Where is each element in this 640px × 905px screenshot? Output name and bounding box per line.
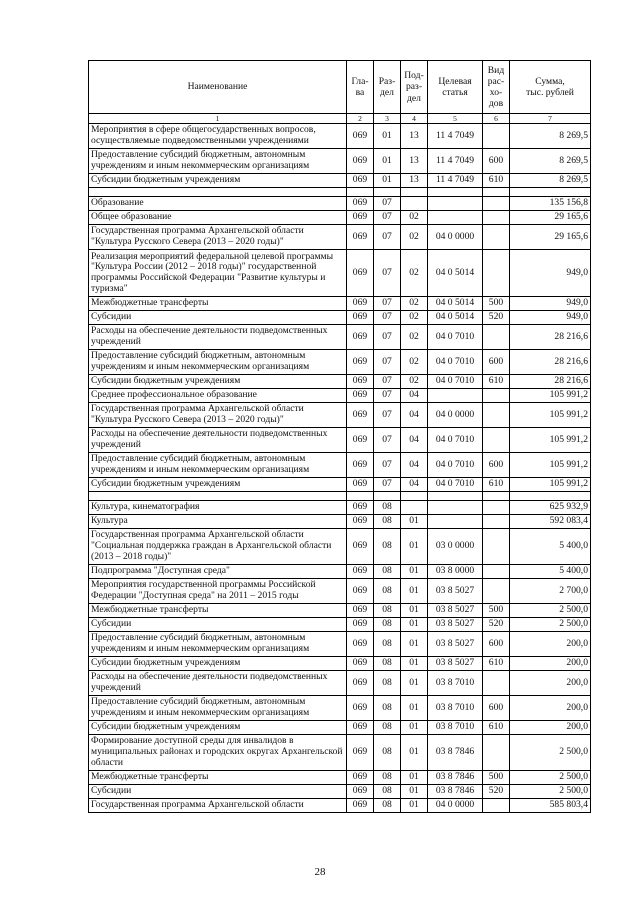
cell-name: Субсидии — [89, 311, 347, 325]
cell-glava: 069 — [347, 478, 374, 492]
table-row — [89, 428, 591, 453]
cell-target-article: 03 8 7846 — [428, 771, 483, 785]
cell-expense-type — [483, 211, 510, 225]
cell-razdel: 08 — [374, 565, 401, 579]
cell-glava: 069 — [347, 453, 374, 478]
cell-podrazdel: 01 — [401, 604, 428, 618]
cell-target-article: 04 0 7010 — [428, 428, 483, 453]
cell-expense-type: 610 — [483, 657, 510, 671]
cell-target-article: 04 0 7010 — [428, 375, 483, 389]
cell-glava: 069 — [347, 403, 374, 428]
cell-expense-type: 500 — [483, 604, 510, 618]
cell-target-article: 04 0 5014 — [428, 311, 483, 325]
cell-podrazdel: 01 — [401, 579, 428, 604]
cell-glava: 069 — [347, 721, 374, 735]
table-row — [89, 529, 591, 565]
table-row — [89, 124, 591, 149]
cell-sum: 28 216,6 — [510, 325, 591, 350]
cell-podrazdel: 01 — [401, 721, 428, 735]
cell-expense-type: 520 — [483, 311, 510, 325]
cell-glava: 069 — [347, 149, 374, 174]
cell-podrazdel: 02 — [401, 225, 428, 250]
cell-target-article — [428, 389, 483, 403]
cell-razdel: 08 — [374, 785, 401, 799]
cell-podrazdel: 01 — [401, 657, 428, 671]
cell-razdel: 07 — [374, 250, 401, 297]
cell-podrazdel: 01 — [401, 785, 428, 799]
cell-glava: 069 — [347, 428, 374, 453]
cell-name: Предоставление субсидий бюджетным, автономным учреждениям и иным некоммерческим организациям — [89, 696, 347, 721]
column-number: 5 — [428, 114, 483, 124]
cell-target-article: 03 8 7010 — [428, 721, 483, 735]
cell-name: Расходы на обеспечение деятельности подведомственных учреждений — [89, 325, 347, 350]
cell-podrazdel: 04 — [401, 453, 428, 478]
cell-glava: 069 — [347, 785, 374, 799]
column-number: 7 — [510, 114, 591, 124]
cell-target-article: 04 0 7010 — [428, 325, 483, 350]
cell-name: Мероприятия государственной программы Российской Федерации "Доступная среда" на 2011 – 2015 годы — [89, 579, 347, 604]
cell-glava: 069 — [347, 618, 374, 632]
cell-razdel: 08 — [374, 529, 401, 565]
empty-cell — [483, 492, 510, 501]
cell-razdel: 07 — [374, 375, 401, 389]
cell-sum: 29 165,6 — [510, 225, 591, 250]
cell-sum: 105 991,2 — [510, 453, 591, 478]
cell-glava: 069 — [347, 250, 374, 297]
table-row — [89, 211, 591, 225]
cell-target-article: 03 8 5027 — [428, 657, 483, 671]
cell-glava: 069 — [347, 604, 374, 618]
cell-podrazdel: 02 — [401, 375, 428, 389]
cell-podrazdel: 04 — [401, 428, 428, 453]
cell-razdel: 07 — [374, 225, 401, 250]
column-numbers-row — [89, 114, 591, 124]
cell-razdel: 08 — [374, 735, 401, 771]
cell-podrazdel: 02 — [401, 350, 428, 375]
cell-glava: 069 — [347, 225, 374, 250]
header-name: Наименование — [89, 61, 347, 114]
table-row — [89, 579, 591, 604]
cell-sum: 105 991,2 — [510, 389, 591, 403]
cell-podrazdel: 13 — [401, 174, 428, 188]
table-row — [89, 375, 591, 389]
cell-name: Субсидии бюджетным учреждениям — [89, 478, 347, 492]
cell-expense-type — [483, 197, 510, 211]
empty-cell — [374, 188, 401, 197]
cell-razdel: 08 — [374, 579, 401, 604]
header-expense-type: Вид рас- хо- дов — [483, 61, 510, 114]
table-row — [89, 453, 591, 478]
cell-podrazdel: 04 — [401, 478, 428, 492]
cell-sum: 8 269,5 — [510, 174, 591, 188]
cell-expense-type — [483, 389, 510, 403]
cell-glava: 069 — [347, 389, 374, 403]
cell-razdel: 08 — [374, 632, 401, 657]
cell-razdel: 08 — [374, 671, 401, 696]
cell-sum: 200,0 — [510, 657, 591, 671]
header-sum: Сумма, тыс. рублей — [510, 61, 591, 114]
cell-target-article: 04 0 0000 — [428, 403, 483, 428]
cell-sum: 200,0 — [510, 721, 591, 735]
cell-sum: 5 400,0 — [510, 565, 591, 579]
header-target-article: Целевая статья — [428, 61, 483, 114]
table-row — [89, 174, 591, 188]
table-row — [89, 515, 591, 529]
table-row — [89, 403, 591, 428]
table-row — [89, 735, 591, 771]
column-number: 2 — [347, 114, 374, 124]
cell-name: Государственная программа Архангельской области "Социальная поддержка граждан в Архангельской области (2013 – 2018 годы)" — [89, 529, 347, 565]
empty-cell — [401, 492, 428, 501]
cell-expense-type — [483, 529, 510, 565]
cell-name: Субсидии бюджетным учреждениям — [89, 375, 347, 389]
cell-sum: 29 165,6 — [510, 211, 591, 225]
cell-razdel: 08 — [374, 799, 401, 813]
cell-sum: 2 500,0 — [510, 618, 591, 632]
cell-name: Образование — [89, 197, 347, 211]
cell-expense-type — [483, 225, 510, 250]
cell-target-article: 11 4 7049 — [428, 124, 483, 149]
cell-target-article: 03 0 0000 — [428, 529, 483, 565]
cell-target-article: 03 8 5027 — [428, 604, 483, 618]
cell-podrazdel: 01 — [401, 632, 428, 657]
cell-glava: 069 — [347, 735, 374, 771]
cell-glava: 069 — [347, 197, 374, 211]
cell-glava: 069 — [347, 174, 374, 188]
cell-glava: 069 — [347, 350, 374, 375]
cell-sum: 592 083,4 — [510, 515, 591, 529]
cell-podrazdel: 02 — [401, 297, 428, 311]
cell-sum: 28 216,6 — [510, 375, 591, 389]
cell-name: Реализация мероприятий федеральной целевой программы "Культура России (2012 – 2018 годы)" государственной программы Российской Федерации "Развитие культуры и туризма" — [89, 250, 347, 297]
cell-podrazdel: 01 — [401, 735, 428, 771]
cell-name: Культура, кинематография — [89, 501, 347, 515]
cell-expense-type: 610 — [483, 375, 510, 389]
cell-target-article: 04 0 5014 — [428, 250, 483, 297]
cell-podrazdel: 01 — [401, 565, 428, 579]
cell-target-article: 11 4 7049 — [428, 149, 483, 174]
cell-sum: 8 269,5 — [510, 149, 591, 174]
cell-target-article: 03 8 5027 — [428, 579, 483, 604]
spacer-row — [89, 188, 591, 197]
cell-sum: 2 700,0 — [510, 579, 591, 604]
cell-glava: 069 — [347, 632, 374, 657]
cell-target-article: 04 0 5014 — [428, 297, 483, 311]
table-row — [89, 696, 591, 721]
cell-name: Расходы на обеспечение деятельности подведомственных учреждений — [89, 671, 347, 696]
cell-target-article: 04 0 7010 — [428, 478, 483, 492]
cell-expense-type: 600 — [483, 632, 510, 657]
cell-razdel: 08 — [374, 618, 401, 632]
cell-sum: 949,0 — [510, 250, 591, 297]
cell-target-article: 04 0 0000 — [428, 225, 483, 250]
cell-glava: 069 — [347, 529, 374, 565]
cell-expense-type — [483, 501, 510, 515]
cell-name: Расходы на обеспечение деятельности подведомственных учреждений — [89, 428, 347, 453]
empty-cell — [374, 492, 401, 501]
cell-glava: 069 — [347, 771, 374, 785]
table-row — [89, 325, 591, 350]
cell-glava: 069 — [347, 211, 374, 225]
empty-cell — [510, 492, 591, 501]
table-row — [89, 225, 591, 250]
cell-podrazdel: 02 — [401, 211, 428, 225]
cell-glava: 069 — [347, 515, 374, 529]
cell-sum: 2 500,0 — [510, 735, 591, 771]
cell-sum: 5 400,0 — [510, 529, 591, 565]
cell-expense-type — [483, 515, 510, 529]
table-body — [89, 124, 591, 813]
cell-glava: 069 — [347, 375, 374, 389]
table-row — [89, 197, 591, 211]
cell-razdel: 07 — [374, 197, 401, 211]
cell-target-article: 04 0 7010 — [428, 350, 483, 375]
column-number: 6 — [483, 114, 510, 124]
cell-target-article: 03 8 7010 — [428, 696, 483, 721]
cell-sum: 949,0 — [510, 297, 591, 311]
cell-sum: 105 991,2 — [510, 428, 591, 453]
table-row — [89, 799, 591, 813]
budget-table — [88, 60, 591, 813]
cell-expense-type: 610 — [483, 174, 510, 188]
cell-razdel: 01 — [374, 124, 401, 149]
cell-sum: 2 500,0 — [510, 604, 591, 618]
cell-podrazdel: 01 — [401, 696, 428, 721]
spacer-row — [89, 492, 591, 501]
cell-target-article: 11 4 7049 — [428, 174, 483, 188]
cell-razdel: 07 — [374, 350, 401, 375]
cell-target-article: 03 8 7846 — [428, 785, 483, 799]
cell-sum: 105 991,2 — [510, 403, 591, 428]
cell-sum: 200,0 — [510, 696, 591, 721]
cell-target-article: 03 8 7010 — [428, 671, 483, 696]
cell-glava: 069 — [347, 696, 374, 721]
cell-razdel: 08 — [374, 721, 401, 735]
cell-expense-type: 600 — [483, 149, 510, 174]
cell-sum: 105 991,2 — [510, 478, 591, 492]
cell-razdel: 07 — [374, 453, 401, 478]
empty-cell — [428, 492, 483, 501]
cell-target-article: 03 8 5027 — [428, 632, 483, 657]
cell-name: Предоставление субсидий бюджетным, автономным учреждениям и иным некоммерческим организациям — [89, 350, 347, 375]
cell-target-article: 03 8 5027 — [428, 618, 483, 632]
cell-name: Подпрограмма "Доступная среда" — [89, 565, 347, 579]
cell-podrazdel — [401, 501, 428, 515]
cell-sum: 625 932,9 — [510, 501, 591, 515]
table-row — [89, 771, 591, 785]
cell-razdel: 08 — [374, 771, 401, 785]
cell-target-article: 03 8 7846 — [428, 735, 483, 771]
cell-razdel: 07 — [374, 478, 401, 492]
cell-glava: 069 — [347, 671, 374, 696]
header-razdel: Раз- дел — [374, 61, 401, 114]
cell-glava: 069 — [347, 124, 374, 149]
table-row — [89, 671, 591, 696]
cell-name: Общее образование — [89, 211, 347, 225]
cell-name: Межбюджетные трансферты — [89, 771, 347, 785]
empty-cell — [347, 188, 374, 197]
cell-sum: 200,0 — [510, 632, 591, 657]
table-row — [89, 297, 591, 311]
empty-cell — [89, 188, 347, 197]
cell-podrazdel: 01 — [401, 671, 428, 696]
cell-sum: 135 156,8 — [510, 197, 591, 211]
table-row — [89, 618, 591, 632]
cell-target-article: 03 8 0000 — [428, 565, 483, 579]
cell-razdel: 01 — [374, 174, 401, 188]
column-number: 1 — [89, 114, 347, 124]
cell-expense-type: 600 — [483, 696, 510, 721]
cell-target-article: 04 0 7010 — [428, 453, 483, 478]
cell-expense-type: 610 — [483, 721, 510, 735]
cell-name: Межбюджетные трансферты — [89, 297, 347, 311]
table-row — [89, 478, 591, 492]
cell-podrazdel: 02 — [401, 250, 428, 297]
cell-name: Предоставление субсидий бюджетным, автономным учреждениям и иным некоммерческим организациям — [89, 149, 347, 174]
cell-glava: 069 — [347, 325, 374, 350]
cell-sum: 2 500,0 — [510, 785, 591, 799]
cell-expense-type — [483, 671, 510, 696]
cell-target-article — [428, 515, 483, 529]
page-number: 28 — [314, 866, 326, 878]
cell-sum: 8 269,5 — [510, 124, 591, 149]
cell-podrazdel: 13 — [401, 149, 428, 174]
cell-expense-type — [483, 579, 510, 604]
cell-target-article — [428, 197, 483, 211]
cell-expense-type: 520 — [483, 785, 510, 799]
cell-name: Субсидии бюджетным учреждениям — [89, 657, 347, 671]
cell-glava: 069 — [347, 297, 374, 311]
cell-name: Субсидии — [89, 618, 347, 632]
table-row — [89, 389, 591, 403]
cell-target-article — [428, 211, 483, 225]
empty-cell — [428, 188, 483, 197]
table-row — [89, 311, 591, 325]
cell-name: Предоставление субсидий бюджетным, автономным учреждениям и иным некоммерческим организациям — [89, 632, 347, 657]
cell-glava: 069 — [347, 799, 374, 813]
cell-target-article: 04 0 0000 — [428, 799, 483, 813]
cell-name: Мероприятия в сфере общегосударственных вопросов, осуществляемые подведомственными учреждениями — [89, 124, 347, 149]
cell-expense-type: 610 — [483, 478, 510, 492]
cell-razdel: 08 — [374, 604, 401, 618]
cell-razdel: 07 — [374, 389, 401, 403]
cell-name: Субсидии бюджетным учреждениям — [89, 174, 347, 188]
cell-expense-type — [483, 250, 510, 297]
cell-razdel: 07 — [374, 325, 401, 350]
cell-expense-type — [483, 428, 510, 453]
cell-glava: 069 — [347, 565, 374, 579]
cell-expense-type — [483, 735, 510, 771]
cell-podrazdel: 01 — [401, 515, 428, 529]
cell-name: Среднее профессиональное образование — [89, 389, 347, 403]
cell-podrazdel: 01 — [401, 771, 428, 785]
cell-name: Субсидии бюджетным учреждениям — [89, 721, 347, 735]
table-row — [89, 604, 591, 618]
table-row — [89, 501, 591, 515]
cell-razdel: 07 — [374, 311, 401, 325]
table-row — [89, 250, 591, 297]
header-glava: Гла- ва — [347, 61, 374, 114]
cell-podrazdel: 04 — [401, 403, 428, 428]
cell-expense-type — [483, 124, 510, 149]
cell-expense-type — [483, 325, 510, 350]
cell-razdel: 08 — [374, 501, 401, 515]
cell-razdel: 08 — [374, 515, 401, 529]
cell-glava: 069 — [347, 311, 374, 325]
cell-name: Государственная программа Архангельской области "Культура Русского Севера (2013 – 2020 годы)" — [89, 225, 347, 250]
cell-podrazdel: 02 — [401, 311, 428, 325]
cell-target-article — [428, 501, 483, 515]
cell-expense-type: 600 — [483, 453, 510, 478]
cell-razdel: 07 — [374, 211, 401, 225]
cell-razdel: 07 — [374, 428, 401, 453]
empty-cell — [89, 492, 347, 501]
cell-sum: 949,0 — [510, 311, 591, 325]
table-row — [89, 657, 591, 671]
cell-podrazdel: 01 — [401, 799, 428, 813]
cell-expense-type: 500 — [483, 297, 510, 311]
cell-razdel: 07 — [374, 297, 401, 311]
cell-sum: 585 803,4 — [510, 799, 591, 813]
cell-sum: 2 500,0 — [510, 771, 591, 785]
cell-razdel: 08 — [374, 657, 401, 671]
column-number: 4 — [401, 114, 428, 124]
cell-podrazdel: 02 — [401, 325, 428, 350]
cell-expense-type — [483, 403, 510, 428]
empty-cell — [347, 492, 374, 501]
cell-name: Государственная программа Архангельской области — [89, 799, 347, 813]
cell-expense-type — [483, 799, 510, 813]
table-row — [89, 721, 591, 735]
cell-glava: 069 — [347, 501, 374, 515]
cell-glava: 069 — [347, 579, 374, 604]
table-row — [89, 149, 591, 174]
cell-podrazdel: 01 — [401, 529, 428, 565]
cell-name: Формирование доступной среды для инвалидов в муниципальных районах и городских округах Архангельской области — [89, 735, 347, 771]
header-podrazdel: Под- раз- дел — [401, 61, 428, 114]
cell-podrazdel: 13 — [401, 124, 428, 149]
cell-sum: 28 216,6 — [510, 350, 591, 375]
table-row — [89, 632, 591, 657]
cell-expense-type — [483, 565, 510, 579]
cell-podrazdel: 04 — [401, 389, 428, 403]
empty-cell — [510, 188, 591, 197]
cell-podrazdel: 01 — [401, 618, 428, 632]
cell-expense-type: 500 — [483, 771, 510, 785]
cell-sum: 200,0 — [510, 671, 591, 696]
cell-name: Субсидии — [89, 785, 347, 799]
empty-cell — [401, 188, 428, 197]
table-row — [89, 350, 591, 375]
cell-expense-type: 520 — [483, 618, 510, 632]
table-row — [89, 785, 591, 799]
cell-name: Межбюджетные трансферты — [89, 604, 347, 618]
cell-glava: 069 — [347, 657, 374, 671]
empty-cell — [483, 188, 510, 197]
cell-expense-type: 600 — [483, 350, 510, 375]
cell-name: Государственная программа Архангельской области "Культура Русского Севера (2013 – 2020 годы)" — [89, 403, 347, 428]
cell-name: Культура — [89, 515, 347, 529]
table-row — [89, 565, 591, 579]
column-number: 3 — [374, 114, 401, 124]
cell-name: Предоставление субсидий бюджетным, автономным учреждениям и иным некоммерческим организациям — [89, 453, 347, 478]
cell-razdel: 07 — [374, 403, 401, 428]
cell-razdel: 08 — [374, 696, 401, 721]
cell-razdel: 01 — [374, 149, 401, 174]
cell-podrazdel — [401, 197, 428, 211]
